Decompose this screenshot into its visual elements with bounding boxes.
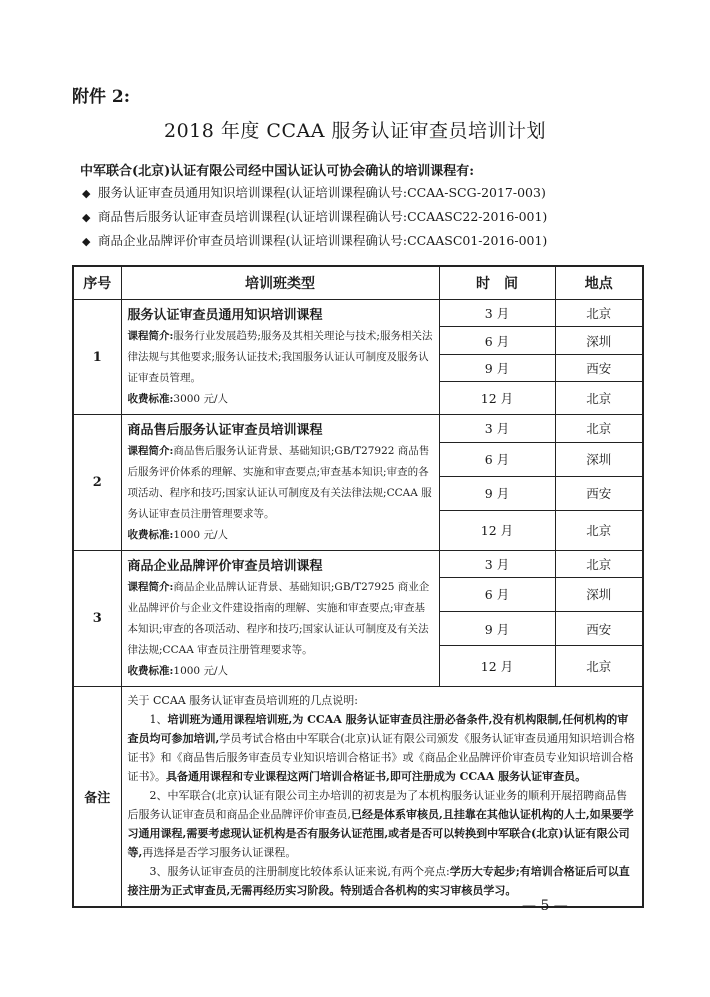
- course-description: [121, 551, 439, 687]
- fee-label: 收费标准:: [127, 665, 174, 677]
- session-time: 6 月: [439, 577, 555, 611]
- course-description: [121, 415, 439, 551]
- remark-text-bold: 培训班为通用课程培训班,为 CCAA 服务认证审查员注册必备条件,没有机构限制,任何机构的审查员均可参加培训,: [127, 713, 629, 745]
- session-place: 深圳: [555, 577, 643, 611]
- session-time: 9 月: [439, 476, 555, 510]
- intro-label: 课程简介:: [127, 581, 174, 593]
- header-place: 地点: [555, 266, 643, 300]
- row-number: 2: [73, 415, 121, 551]
- remark-text: 2、中军联合(北京)认证有限公司主办培训的初衷是为了本机构服务认证业务的顺利开展招聘商品售后服务认证审查员和商品企业品牌评价审查员,: [127, 789, 628, 821]
- session-time: 12 月: [439, 510, 555, 550]
- course-fee: [128, 661, 433, 682]
- course-intro: [128, 577, 433, 661]
- remarks-heading: 关于 CCAA 服务认证审查员培训班的几点说明:: [127, 694, 358, 707]
- session-place: 西安: [555, 612, 643, 646]
- course-list-item: [82, 181, 547, 205]
- session-place: 北京: [555, 510, 643, 550]
- fee-value: 3000 元/人: [173, 393, 228, 405]
- course-name: 商品企业品牌评价审查员培训课程: [127, 559, 323, 574]
- fee-label: 收费标准:: [127, 529, 174, 541]
- course-list-text: 服务认证审查员通用知识培训课程(认证培训课程确认号:CCAA-SCG-2017-003): [98, 185, 546, 200]
- diamond-bullet-icon: ◆: [82, 211, 91, 224]
- course-list-item: [82, 205, 547, 229]
- header-time: 时 间: [439, 266, 555, 300]
- session-time: 3 月: [439, 551, 555, 578]
- session-time: 9 月: [439, 612, 555, 646]
- session-time: 3 月: [439, 300, 555, 327]
- course-intro: [128, 326, 433, 389]
- row-number: 3: [73, 551, 121, 687]
- session-place: 北京: [555, 646, 643, 687]
- intro-text: 商品售后服务认证背景、基础知识;GB/T27922 商品售后服务评价体系的理解、实施和审查要点;审查基本知识;审查的各项活动、程序和技巧;国家认证认可制度及有关法律法规;CCAA 服务认证审查员注册管理要求等。: [127, 445, 432, 520]
- table-row: [73, 415, 643, 443]
- fee-value: 1000 元/人: [173, 529, 228, 541]
- course-intro: [128, 441, 433, 525]
- course-fee: [128, 389, 433, 410]
- intro-text: 服务行业发展趋势;服务及其相关理论与技术;服务相关法律法规与其他要求;服务认证技术;我国服务认证认可制度及服务认证审查员管理。: [127, 330, 433, 384]
- session-time: 6 月: [439, 442, 555, 476]
- session-place: 北京: [555, 551, 643, 578]
- session-time: 3 月: [439, 415, 555, 443]
- remarks-paragraph: [128, 862, 637, 900]
- fee-value: 1000 元/人: [173, 665, 228, 677]
- session-place: 深圳: [555, 327, 643, 354]
- diamond-bullet-icon: ◆: [82, 187, 91, 200]
- session-place: 北京: [555, 382, 643, 415]
- table-row: [73, 551, 643, 578]
- session-place: 北京: [555, 415, 643, 443]
- intro-text: 商品企业品牌认证背景、基础知识;GB/T27925 商业企业品牌评价与企业文件建设指南的理解、实施和审查要点;审查基本知识;审查的各项活动、程序和技巧;国家认证认可制度及有关法律法规;CCAA 审查员注册管理要求等。: [127, 581, 430, 656]
- remarks-content: [121, 687, 643, 908]
- diamond-bullet-icon: ◆: [82, 235, 91, 248]
- remark-text: 3、服务认证审查员的注册制度比较体系认证来说,有两个亮点:: [149, 865, 450, 878]
- page-number: — 5 —: [522, 898, 568, 914]
- course-description: [121, 300, 439, 415]
- document-title: 2018 年度 CCAA 服务认证审查员培训计划: [164, 120, 546, 142]
- annex-label: 附件 2:: [72, 87, 131, 107]
- fee-label: 收费标准:: [127, 393, 174, 405]
- course-name: 服务认证审查员通用知识培训课程: [127, 308, 323, 323]
- remarks-paragraph: [128, 710, 637, 786]
- intro-label: 课程简介:: [127, 445, 174, 457]
- remark-text-bold: 学历大专起步;有培训合格证后可以直接注册为正式审查员,无需再经历实习阶段。特别适合各机构的实习审核员学习。: [127, 865, 630, 897]
- course-list-text: 商品企业品牌评价审查员培训课程(认证培训课程确认号:CCAASC01-2016-001): [98, 233, 548, 248]
- remarks-label: 备注: [73, 687, 121, 908]
- course-list: [82, 181, 547, 253]
- course-list-item: [82, 229, 547, 253]
- remark-text: 学员考试合格由中军联合(北京)认证有限公司颁发《服务认证审查员通用知识培训合格证书》和《商品售后服务审查员专业知识培训合格证书》或《商品企业品牌评价审查员专业知识培训合格证书》。: [127, 732, 635, 783]
- training-plan-table: [72, 265, 644, 908]
- course-name: 商品售后服务认证审查员培训课程: [127, 423, 323, 438]
- intro-label: 课程简介:: [127, 330, 174, 342]
- row-number: 1: [73, 300, 121, 415]
- session-time: 12 月: [439, 646, 555, 687]
- remark-text: 1、: [149, 713, 168, 726]
- table-row: [73, 300, 643, 327]
- session-time: 6 月: [439, 327, 555, 354]
- intro-line: 中军联合(北京)认证有限公司经中国认证认可协会确认的培训课程有:: [80, 164, 475, 179]
- session-time: 9 月: [439, 354, 555, 381]
- session-time: 12 月: [439, 382, 555, 415]
- session-place: 西安: [555, 354, 643, 381]
- course-list-text: 商品售后服务认证审查员培训课程(认证培训课程确认号:CCAASC22-2016-001): [98, 209, 548, 224]
- session-place: 西安: [555, 476, 643, 510]
- table-header-row: [73, 266, 643, 300]
- course-fee: [128, 525, 433, 546]
- session-place: 北京: [555, 300, 643, 327]
- header-no: 序号: [73, 266, 121, 300]
- remarks-row: [73, 687, 643, 908]
- remark-text: 再选择是否学习服务认证课程。: [142, 846, 297, 859]
- remark-text-bold: 已经是体系审核员,且挂靠在其他认证机构的人士,如果要学习通用课程,需要考虑现认证机构是否有服务认证范围,或者是否可以转换到中军联合(北京)认证有限公司等,: [127, 808, 634, 859]
- header-type: 培训班类型: [121, 266, 439, 300]
- remark-text-bold: 具备通用课程和专业课程这两门培训合格证书,即可注册成为 CCAA 服务认证审查员。: [166, 770, 587, 783]
- remarks-paragraph: [128, 786, 637, 862]
- session-place: 深圳: [555, 442, 643, 476]
